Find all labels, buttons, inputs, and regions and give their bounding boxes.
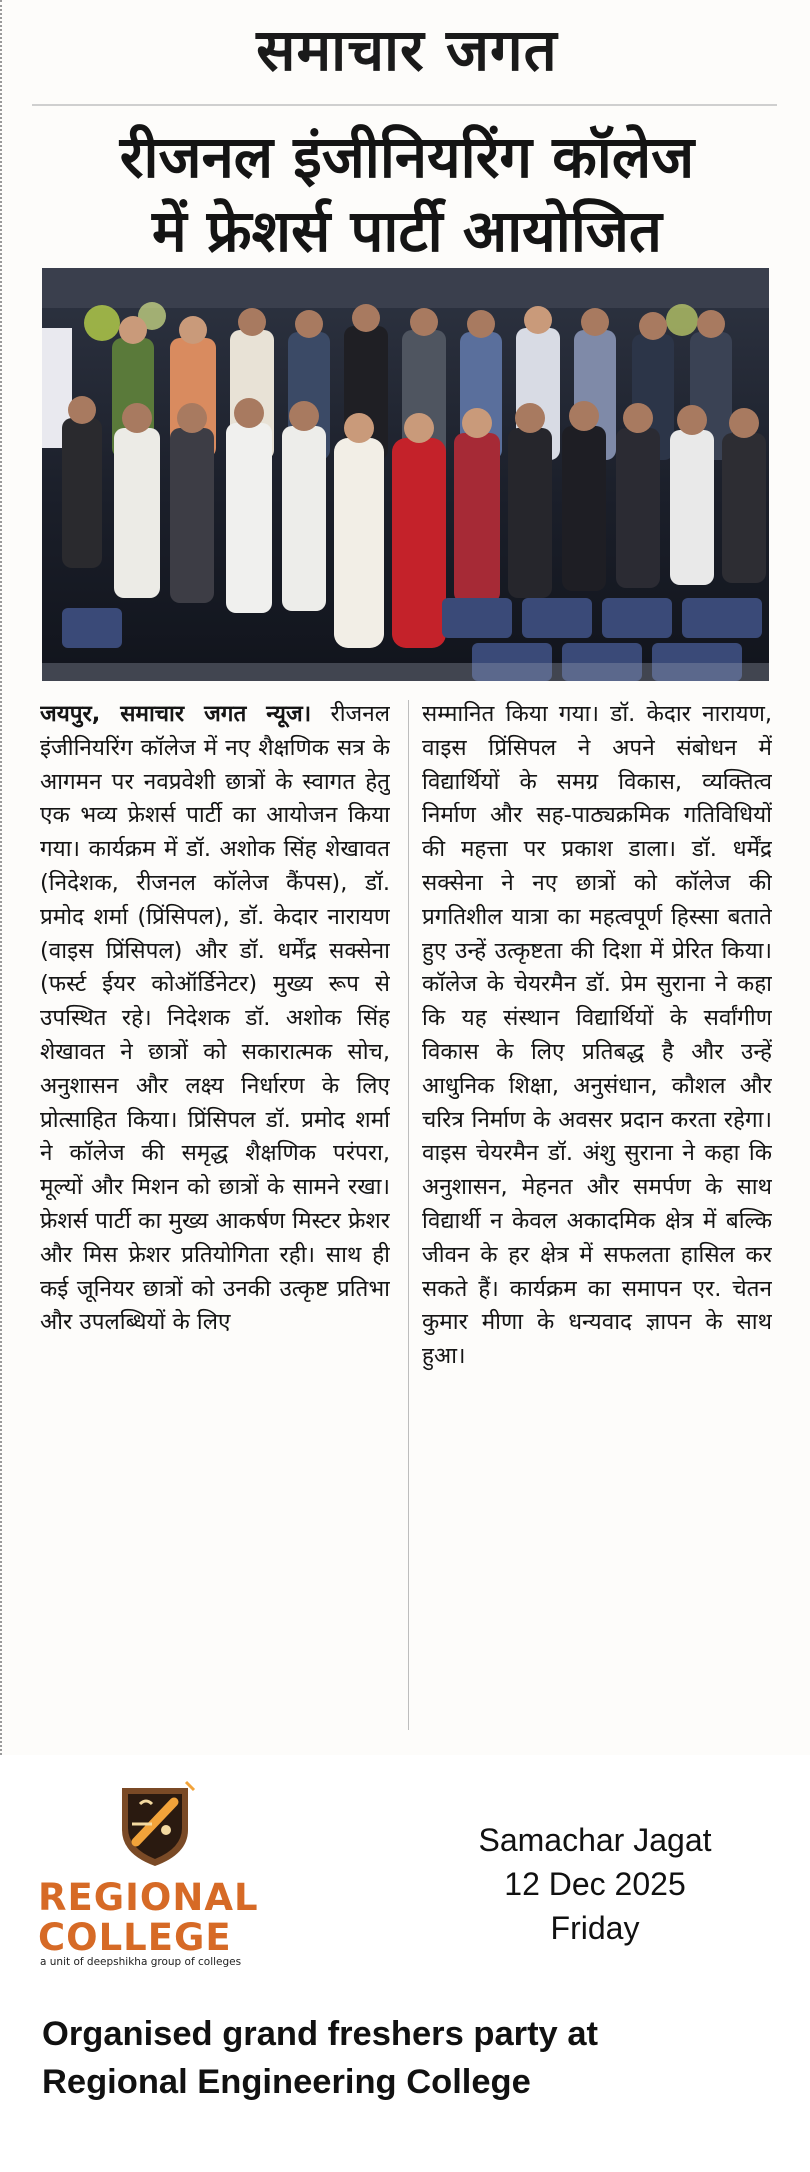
article-column-1-text: रीजनल इंजीनियरिंग कॉलेज में नए शैक्षणिक सत्र के आगमन पर नवप्रवेशी छात्रों के स्वागत हेतु एक भव्य फ्रेशर्स पार्टी का आयोजन किया गया। कार्यक्रम में डॉ. अशोक सिंह शेखावत (निदेशक, रीजनल कॉलेज कैंपस), डॉ. प्रमोद शर्मा (प्रिंसिपल), डॉ. केदार नारायण (वाइस प्रिंसिपल) और डॉ. धर्मेंद्र सक्सेना (फर्स्ट ईयर कोऑर्डिनेटर) मुख्य रूप से उपस्थित रहे। निदेशक डॉ. अशोक सिंह शेखावत ने छात्रों को सकारात्मक सोच, अनुशासन और लक्ष्य निर्धारण के लिए प्रोत्साहित किया। प्रिंसिपल डॉ. प्रमोद शर्मा ने कॉलेज की समृद्ध शैक्षणिक परंपरा, मूल्यों और मिशन को छात्रों के सामने रखा। फ्रेशर्स पार्टी का मुख्य आकर्षण मिस्टर फ्रेशर और मिस फ्रेशर प्रतियोगिता रही। साथ ही कई जूनियर छात्रों को उनकी उत्कृष्ट प्रतिभा और उपलब्धियों के लिए [40, 701, 390, 1336]
column-divider [408, 700, 409, 1730]
headline-line-1: रीजनल इंजीनियरिंग कॉलेज [119, 123, 695, 191]
publication-date: 12 Dec 2025 [504, 1866, 686, 1902]
article-column-2 [422, 698, 772, 1738]
group-photo [42, 268, 769, 681]
article-column-1 [40, 698, 390, 1738]
article-column-2-text: सम्मानित किया गया। डॉ. केदार नारायण, वाइस प्रिंसिपल ने अपने संबोधन में विद्यार्थियों के समग्र विकास, व्यक्तित्व निर्माण और सह-पाठ्यक्रमिक गतिविधियों की महत्ता पर प्रकाश डाला। डॉ. धर्मेंद्र सक्सेना ने नए छात्रों को कॉलेज की प्रगतिशील यात्रा का महत्वपूर्ण हिस्सा बताते हुए उन्हें उत्कृष्टता की दिशा में प्रेरित किया। कॉलेज के चेयरमैन डॉ. प्रेम सुराना ने कहा कि यह संस्थान विद्यार्थियों के सर्वांगीण विकास के लिए प्रतिबद्ध है और उन्हें आधुनिक शिक्षा, अनुसंधान, कौशल और चरित्र निर्माण के अवसर प्रदान करता रहेगा। वाइस चेयरमैन डॉ. अंशु सुराना ने कहा कि अनुशासन, मेहनत और समर्पण के साथ विद्यार्थी न केवल अकादमिक क्षेत्र में बल्कि जीवन के हर क्षेत्र में सफलता हासिल कर सकते हैं। कार्यक्रम का समापन एर. चेतन कुमार मीणा के धन्यवाद ज्ञापन के साथ हुआ। [422, 701, 772, 1370]
college-logo [38, 1780, 268, 1980]
publication-day: Friday [550, 1910, 640, 1946]
group-photo-icon [42, 268, 769, 681]
logo-word-regional: REGIONAL [38, 1876, 259, 1919]
caption-line-1: Organised grand freshers party at [42, 2015, 599, 2053]
english-caption [42, 2010, 782, 2106]
headline-line-2: में फ्रेशर्स पार्टी आयोजित [152, 197, 662, 265]
newspaper-masthead: समाचार जगत [256, 16, 558, 84]
shield-emblem-icon [110, 1780, 200, 1870]
article-dateline: जयपुर, समाचार जगत न्यूज। [40, 701, 312, 727]
masthead-divider [32, 104, 777, 106]
caption-line-2: Regional Engineering College [42, 2063, 531, 2101]
publication-info [410, 1818, 780, 1950]
logo-tagline: a unit of deepshikha group of colleges [40, 1956, 242, 1968]
publication-name: Samachar Jagat [478, 1822, 712, 1858]
logo-word-college: COLLEGE [38, 1916, 232, 1959]
